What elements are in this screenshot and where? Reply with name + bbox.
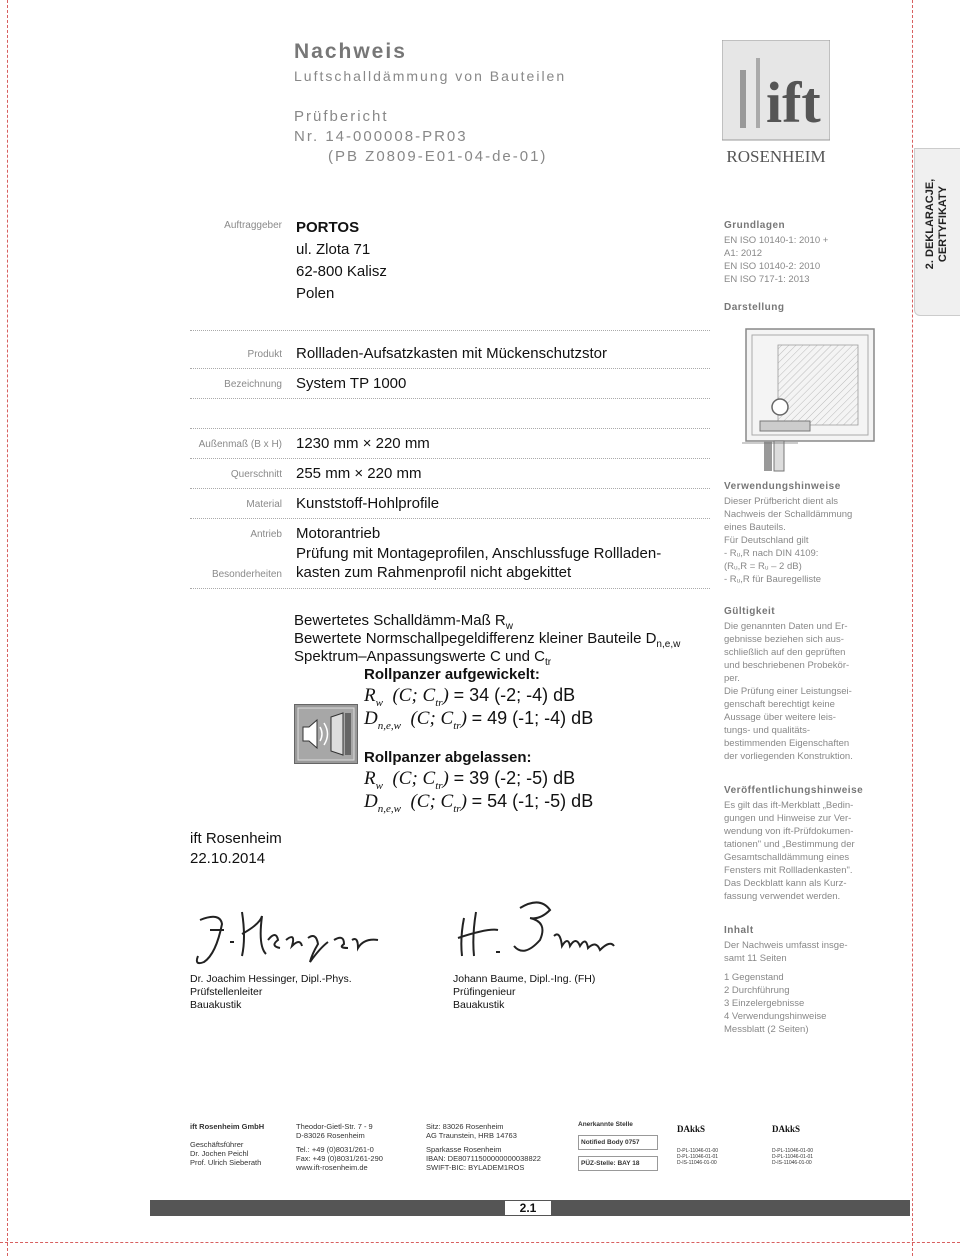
text-line: - Rᵤ,R für Bauregelliste: [724, 574, 822, 585]
result-line-rw: Bewertetes Schalldämm-Maß $R_w$: [294, 612, 513, 632]
text-line: Geschäftsführer: [190, 1140, 244, 1149]
dakks-logo-1: [677, 1124, 757, 1166]
text-line: Messblatt (2 Seiten): [724, 1024, 809, 1035]
inhalt-heading: Inhalt: [724, 925, 754, 936]
text-line: eines Bauteils.: [724, 522, 786, 533]
page-number-bar: [150, 1200, 910, 1216]
rw-aufgewickelt: $R_w$ (C; $C_{tr}) = 34$ (-2; -4) dB: [364, 685, 576, 709]
page-border-right: [912, 0, 913, 1256]
sidebar-lower: [724, 481, 900, 1036]
material-label: Material: [246, 499, 282, 510]
text-line: (Rᵤ,R = Rᵤ – 2 dB): [724, 561, 802, 572]
text-line: Dieser Prüfbericht dient als: [724, 496, 839, 507]
left-signer-dept: Bauakustik: [190, 999, 242, 1011]
antrieb-label: Antrieb: [250, 529, 282, 540]
text-line: Anerkannte Stelle: [578, 1121, 633, 1128]
aussenmass-label: Außenmaß (B x H): [198, 439, 282, 450]
text-line: Die genannten Daten und Er-: [724, 621, 848, 632]
aussenmass-value: 1230 mm × 220 mm: [296, 435, 430, 452]
client-city: 62-800 Kalisz: [296, 263, 387, 280]
bezeichnung-label: Bezeichnung: [224, 379, 282, 390]
text-line: D-PL-11046-01-00: [677, 1148, 719, 1154]
text-line: - Rᵤ,R nach DIN 4109:: [724, 548, 819, 559]
text-line: bestimmenden Eigenschaften: [724, 738, 850, 749]
signoff-org: ift Rosenheim: [190, 830, 282, 847]
grundlagen-item: EN ISO 10140-2: 2010: [724, 261, 821, 272]
client-street: ul. Zlota 71: [296, 241, 371, 258]
report-label: Prüfbericht: [294, 108, 389, 125]
report-number: Nr. 14-000008-PR03: [294, 128, 468, 145]
gueltigkeit-heading: Gültigkeit: [724, 606, 776, 617]
notified-body-box: Notified Body 0757: [578, 1135, 658, 1150]
text-line: Der Nachweis umfasst insge-: [724, 940, 848, 951]
text-line: Tel.: +49 (0)8031/261-0: [296, 1145, 374, 1154]
puez-box: PÜZ-Stelle: BAY 18: [578, 1156, 658, 1171]
result-line-dnew: Bewertete Normschallpegeldifferenz kleiner Bauteile $D_{n,e,w}$: [294, 630, 681, 650]
besonderheiten-label: Besonderheiten: [211, 569, 282, 580]
text-line: Prof. Ulrich Sieberath: [190, 1158, 262, 1167]
text-line: per.: [724, 673, 740, 684]
text-line: Für Deutschland gilt: [724, 535, 809, 546]
separator: [190, 368, 710, 369]
text-line: Nachweis der Schalldämmung: [724, 509, 853, 520]
text-line: D-PL-11046-01-01: [772, 1154, 814, 1160]
text-line: 3 Einzelergebnisse: [724, 998, 805, 1009]
auftraggeber-label: Auftraggeber: [224, 220, 282, 231]
separator: [190, 398, 710, 399]
footer-bank: [426, 1122, 571, 1172]
text-line: SWIFT-BIC: BYLADEM1ROS: [426, 1163, 525, 1172]
text-line: D-IS-11046-01-00: [677, 1160, 717, 1166]
result-line-ctr: Spektrum–Anpassungswerte C und $C_{tr}$: [294, 648, 552, 668]
text-line: Das Deckblatt kann als Kurz-: [724, 878, 847, 889]
text-line: Fax: +49 (0)8031/261-290: [296, 1154, 383, 1163]
document-title: Nachweis: [294, 40, 407, 63]
logo-city: ROSENHEIM: [726, 147, 826, 164]
heading-abgelassen: Rollpanzer abgelassen:: [364, 749, 532, 766]
inhalt-text: [724, 939, 900, 1036]
rw-abgelassen: $R_w$ (C; $C_{tr}) = 39$ (-2; -5) dB: [364, 768, 576, 792]
text-line: samt 11 Seiten: [724, 953, 787, 964]
produkt-label: Produkt: [247, 349, 282, 360]
signature-baume: [450, 894, 650, 968]
grundlagen-heading: Grundlagen: [724, 220, 786, 231]
text-line: 2 Durchführung: [724, 985, 790, 996]
text-line: der vorliegenden Konstruktion.: [724, 751, 853, 762]
text-line: Fensters mit Rollladenkasten".: [724, 865, 853, 876]
dnew-abgelassen: $D_{n,e,w}$ (C; $C_{tr}) = 54$ (-1; -5) dB: [364, 791, 594, 815]
text-line: 1 Gegenstand: [724, 972, 784, 983]
text-line: und beschriebenen Probekör-: [724, 660, 850, 671]
text-line: Theodor-Gietl-Str. 7 - 9: [296, 1122, 373, 1131]
text-line: www.ift-rosenheim.de: [296, 1163, 368, 1172]
separator: [190, 428, 710, 429]
signoff-date: 22.10.2014: [190, 850, 266, 867]
produkt-value: Rollladen-Aufsatzkasten mit Mückenschutzstor: [296, 345, 607, 362]
text-line: Aussage über weitere leis-: [724, 712, 836, 723]
separator: [190, 330, 710, 331]
separator: [190, 488, 710, 489]
text-line: AG Traunstein, HRB 14763: [426, 1131, 517, 1140]
text-line: Es gilt das ift-Merkblatt „Bedin-: [724, 800, 854, 811]
veroeff-text: [724, 799, 900, 903]
separator: [190, 588, 710, 589]
dnew-aufgewickelt: $D_{n,e,w}$ (C; $C_{tr}) = 49$ (-1; -4) dB: [364, 708, 594, 732]
grundlagen-item: EN ISO 717-1: 2013: [724, 274, 810, 285]
page-border-bottom: [0, 1242, 960, 1243]
veroeff-heading: Veröffentlichungshinweise: [724, 785, 864, 796]
text-line: D-IS-11046-01-00: [772, 1160, 812, 1166]
text-line: Sitz: 83026 Rosenheim: [426, 1122, 504, 1131]
signature-hessinger: [190, 900, 390, 970]
ift-logo: [722, 40, 830, 164]
dakks-text: DAkkS: [772, 1124, 801, 1134]
text-line: 4 Verwendungshinweise: [724, 1011, 827, 1022]
left-signer-role: Prüfstellenleiter: [190, 986, 263, 998]
besonderheiten-line2: kasten zum Rahmenprofil nicht abgekittet: [296, 564, 572, 581]
verwendung-text: [724, 495, 900, 586]
footer-company: [190, 1122, 286, 1167]
querschnitt-value: 255 mm × 220 mm: [296, 465, 422, 482]
gueltigkeit-text: [724, 620, 900, 763]
darstellung-heading: Darstellung: [724, 302, 785, 313]
bezeichnung-value: System TP 1000: [296, 375, 407, 392]
heading-aufgewickelt: Rollpanzer aufgewickelt:: [364, 666, 540, 683]
right-signer-name: Johann Baume, Dipl.-Ing. (FH): [453, 973, 596, 985]
text-line: gebnisse beziehen sich aus-: [724, 634, 844, 645]
text-line: gungen und Hinweise zur Ver-: [724, 813, 852, 824]
text-line: fassung verwendet werden.: [724, 891, 841, 902]
left-signer-name: Dr. Joachim Hessinger, Dipl.-Phys.: [190, 973, 352, 985]
text-line: D-PL-11046-01-01: [677, 1154, 719, 1160]
text-line: schließlich auf den geprüften: [724, 647, 846, 658]
text-line: genschaft berechtigt keine: [724, 699, 835, 710]
antrieb-value: Motorantrieb: [296, 525, 381, 542]
text-line: tationen" und „Bestimmung der: [724, 839, 855, 850]
text-line: Gesamtschalldämmung eines: [724, 852, 850, 863]
text-line: ift Rosenheim GmbH: [190, 1122, 265, 1131]
text-line: D-83026 Rosenheim: [296, 1131, 365, 1140]
text-line: tungs- und qualitäts-: [724, 725, 811, 736]
verwendung-heading: Verwendungshinweise: [724, 481, 841, 492]
grundlagen-item: EN ISO 10140-1: 2010 +: [724, 235, 829, 246]
grundlagen-item: A1: 2012: [724, 248, 763, 259]
page-border-left: [7, 0, 8, 1256]
cross-section-drawing: [738, 325, 888, 473]
besonderheiten-line1: Prüfung mit Montageprofilen, Anschlussfuge Rollladen-: [296, 545, 662, 562]
logo-text: ift: [766, 70, 821, 135]
client-name: PORTOS: [296, 219, 360, 236]
sidebar: [724, 220, 900, 313]
querschnitt-label: Querschnitt: [230, 469, 282, 480]
page-number: 2.1: [505, 1201, 551, 1215]
text-line: Sparkasse Rosenheim: [426, 1145, 502, 1154]
text-line: wendung von ift-Prüfdokumen-: [724, 826, 854, 837]
text-line: Dr. Jochen Peichl: [190, 1149, 249, 1158]
material-value: Kunststoff-Hohlprofile: [296, 495, 440, 512]
spacer: [190, 1131, 286, 1140]
document-subtitle: Luftschalldämmung von Bauteilen: [294, 68, 567, 84]
sound-insulation-icon: [294, 704, 358, 764]
footer-address: [296, 1122, 431, 1172]
separator: [190, 518, 710, 519]
right-signer-dept: Bauakustik: [453, 999, 505, 1011]
dakks-logo-2: [772, 1124, 852, 1166]
side-tab: [914, 148, 960, 316]
footer-accreditation: [578, 1120, 658, 1171]
text-line: Die Prüfung einer Leistungsei-: [724, 686, 852, 697]
dakks-text: DAkkS: [677, 1124, 706, 1134]
text-line: IBAN: DE80711500000000038822: [426, 1154, 541, 1163]
text-line: D-PL-11046-01-00: [772, 1148, 814, 1154]
client-country: Polen: [296, 285, 335, 302]
side-tab-label: 2. DEKLARACJE, CERTYFIKATY: [924, 178, 949, 270]
report-reference: (PB Z0809-E01-04-de-01): [328, 148, 548, 165]
right-signer-role: Prüfingenieur: [453, 986, 516, 998]
grundlagen-list: [724, 234, 900, 286]
separator: [190, 458, 710, 459]
